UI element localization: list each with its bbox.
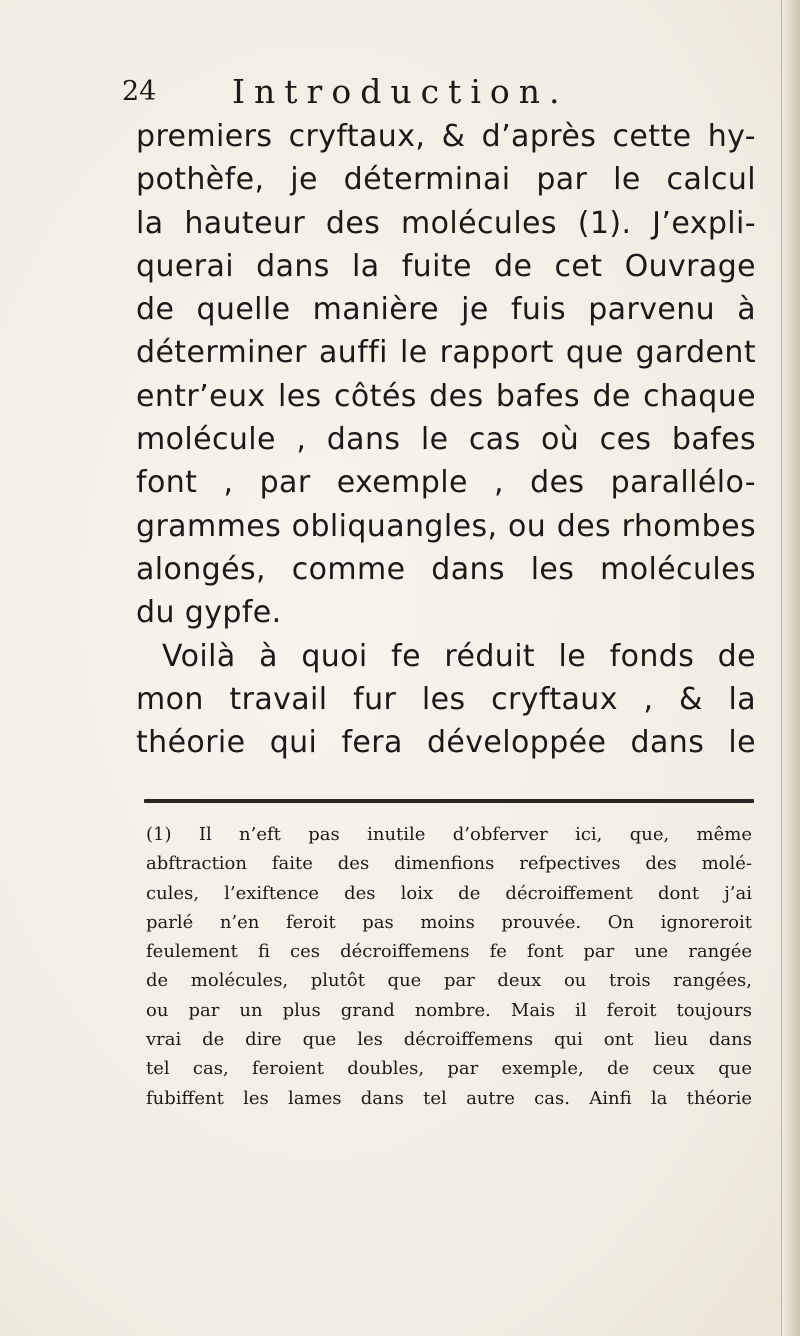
footnote-line: de molécules, plutôt que par deux ou trois rangées,: [146, 970, 752, 992]
footnote-line: parlé n’en feroit pas moins prouvée. On ignoreroit: [146, 911, 752, 933]
text-line: déterminer auffi le rapport que gardent: [136, 335, 756, 371]
footnote-line: abftraction faite des dimenfions refpectives des molé-: [146, 853, 752, 875]
footnote: [146, 820, 752, 1113]
text-line: pothèfe, je déterminai par le calcul: [136, 162, 756, 198]
footnote-line: feulement fi ces décroiffemens fe font par une rangée: [146, 941, 752, 963]
text-line: font , par exemple , des parallélo-: [136, 465, 756, 501]
footnote-line: cules, l’exiftence des loix de décroiffement dont j’ai: [146, 882, 752, 904]
text-line: premiers cryftaux, & d’après cette hy-: [136, 119, 756, 154]
footnote-line: vrai de dire que les décroiffemens qui ont lieu dans: [146, 1029, 752, 1051]
text-line: querai dans la fuite de cet Ouvrage: [136, 248, 756, 284]
text-line: entr’eux les côtés des bafes de chaque: [136, 378, 756, 414]
footnote-line: fubiffent les lames dans tel autre cas. Ainfi la théorie: [146, 1087, 752, 1109]
text-line: de quelle manière je fuis parvenu à: [136, 292, 756, 328]
text-line: la hauteur des molécules (1). J’expli-: [136, 205, 756, 241]
text-line: théorie qui fera développée dans le: [136, 725, 756, 761]
footnote-rule: [144, 799, 754, 803]
footnote-line: ou par un plus grand nombre. Mais il feroit toujours: [146, 999, 752, 1021]
text-line: Voilà à quoi fe réduit le fonds de: [162, 638, 756, 674]
page-edge: [781, 0, 800, 1336]
footnote-line: (1) Il n’eft pas inutile d’obferver ici, que, même: [146, 824, 752, 845]
footnote-line: tel cas, feroient doubles, par exemple, de ceux que: [146, 1058, 752, 1080]
text-line: molécule , dans le cas où ces bafes: [136, 422, 756, 458]
main-text: [136, 115, 756, 764]
running-head: Introduction.: [232, 72, 569, 111]
page-number: 24: [122, 76, 157, 107]
text-line: grammes obliquangles, ou des rhombes: [136, 508, 756, 544]
page-header: [122, 72, 682, 112]
text-line: alongés, comme dans les molécules: [136, 551, 756, 587]
text-line: mon travail fur les cryftaux , & la: [136, 681, 756, 717]
text-line: du gypfe.: [136, 595, 282, 631]
